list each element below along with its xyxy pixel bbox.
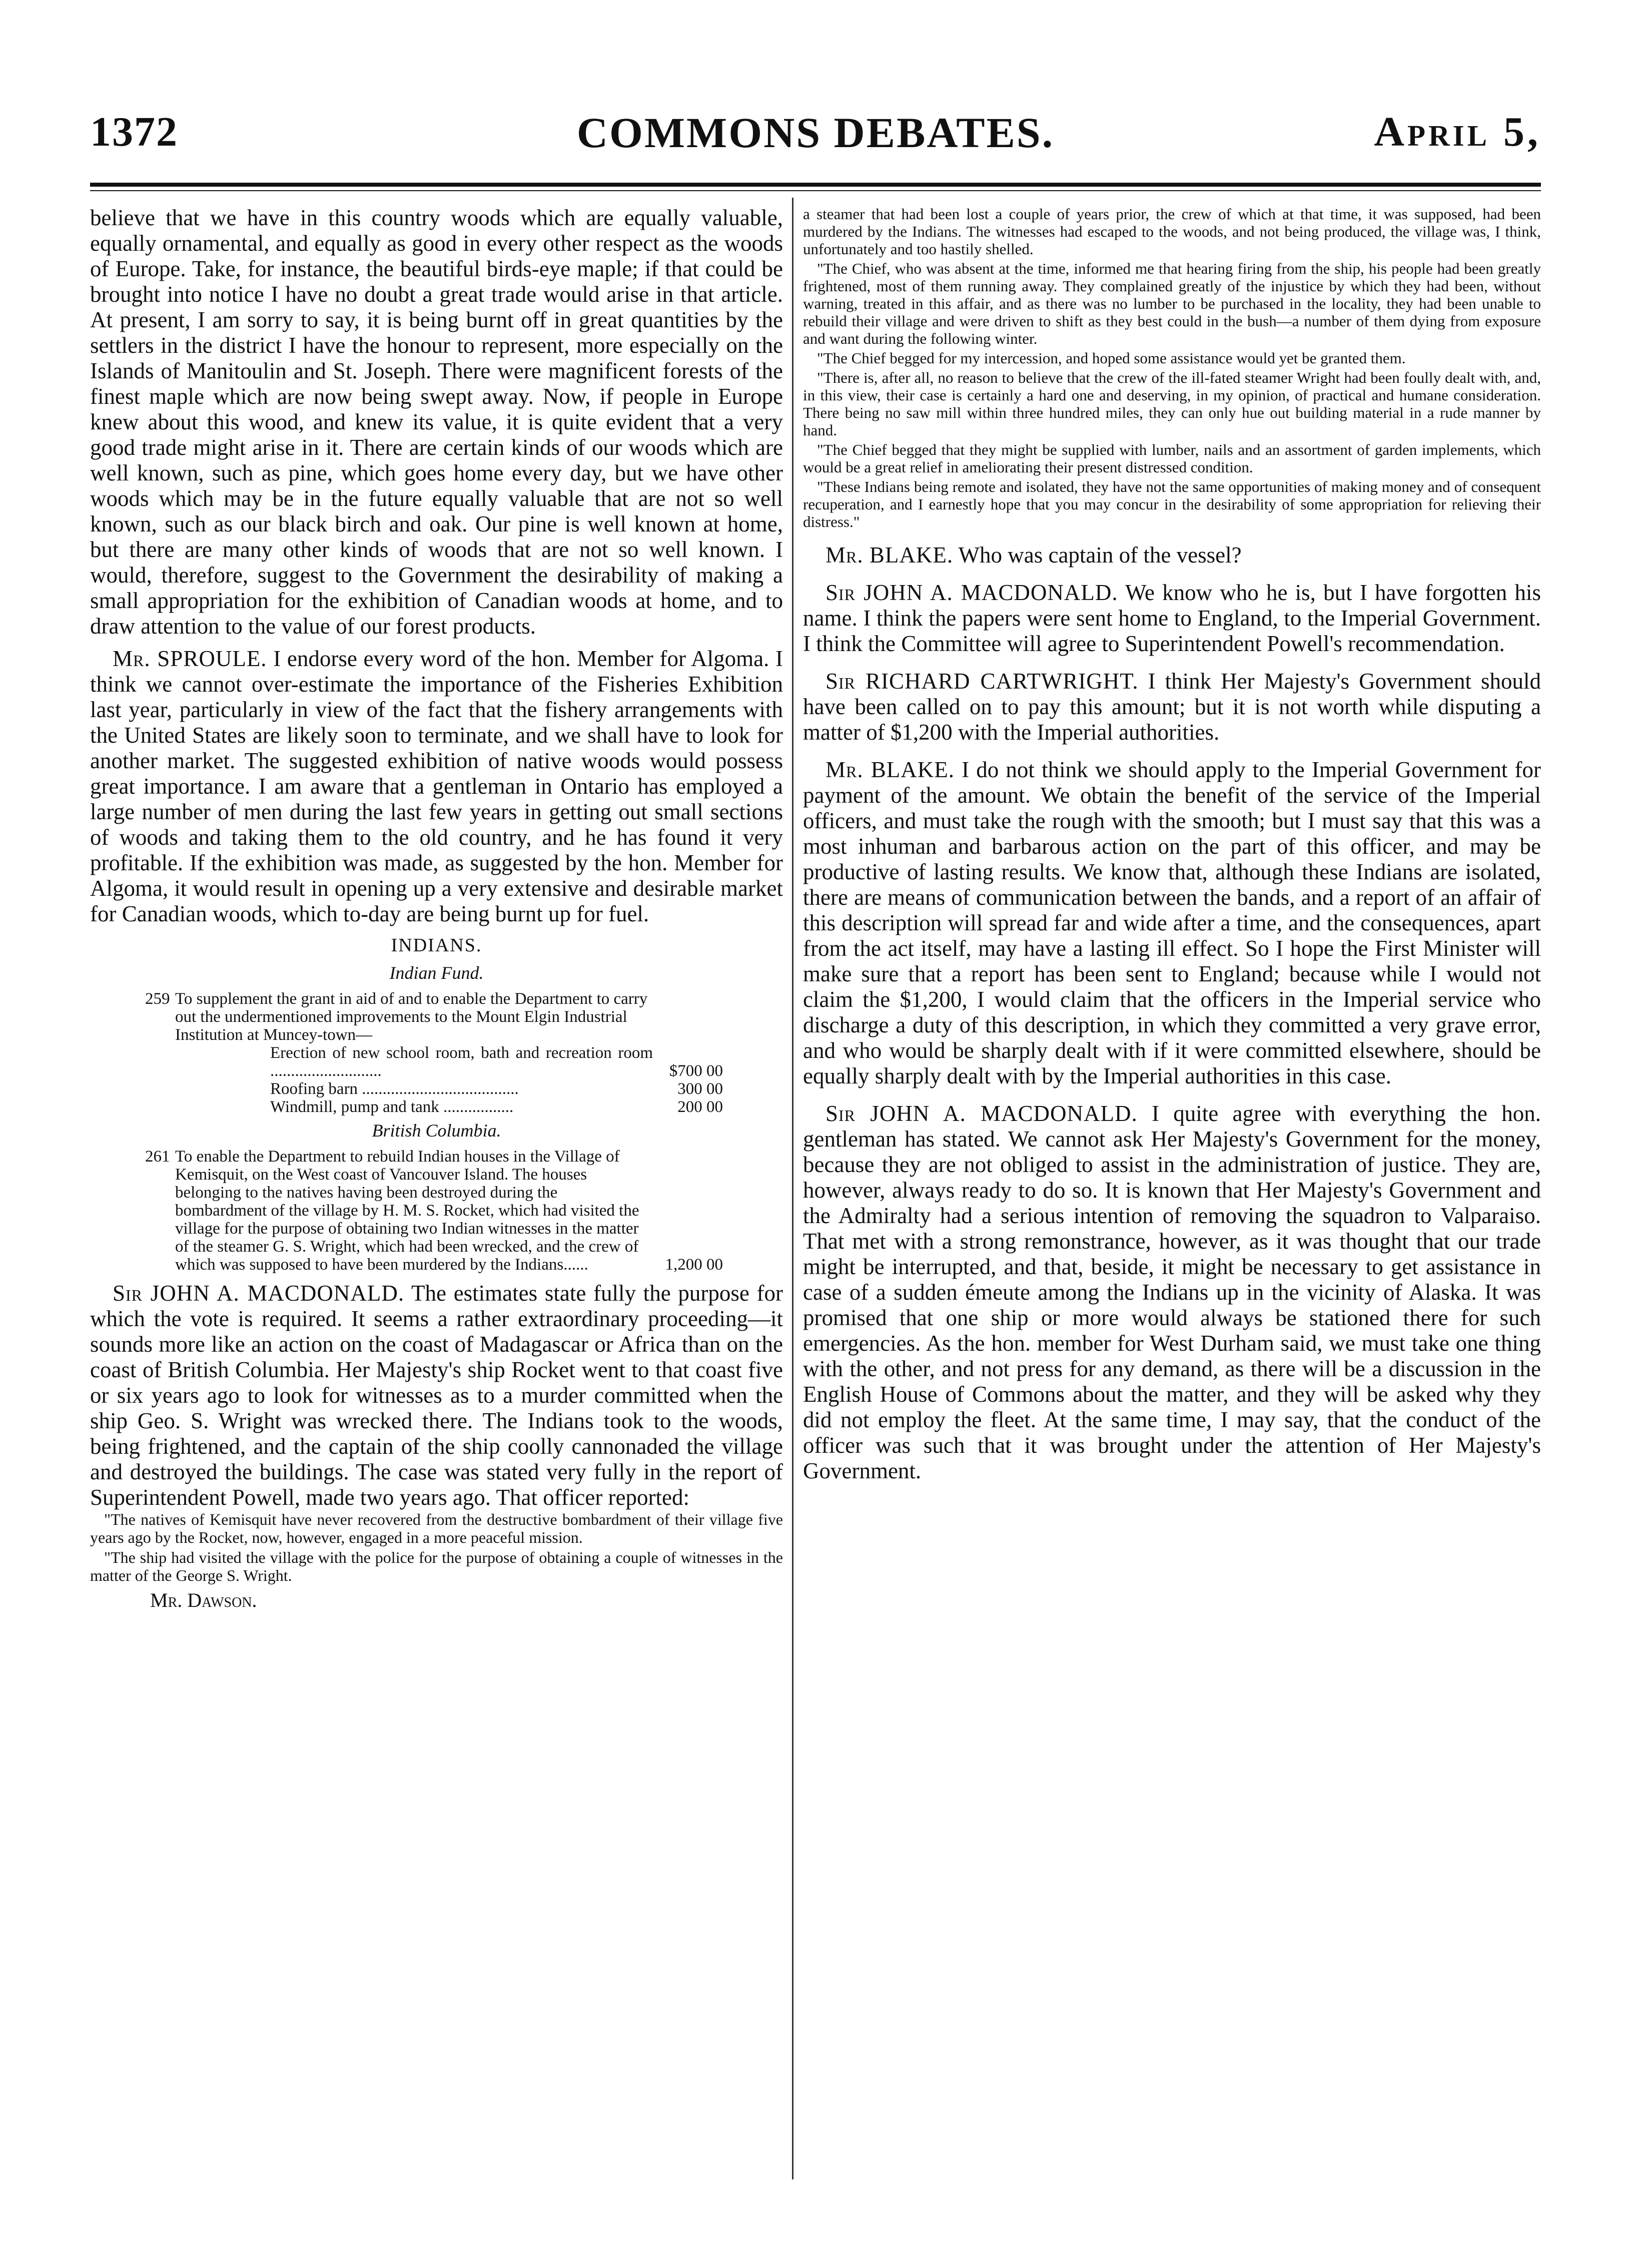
speaker-name: Sir JOHN A. MACDONALD. (113, 1281, 405, 1306)
quoted-report: a steamer that had been lost a couple of years prior, the crew of which at that time, it was supposed, had been murdered by the Indians. The witnesses had escaped to the woods, and not being produced, the village was, I think, unfortunately and too hastily shelled. (803, 205, 1541, 258)
estimate-row (90, 1148, 783, 1274)
header-rule-thin (90, 190, 1541, 191)
running-head (90, 108, 1541, 168)
estimate-amount: $700 00 (669, 1062, 723, 1080)
quoted-report: "The Chief begged that they might be supplied with lumber, nails and an assortment of garden implements, which would be a great relief in ameliorating their present distressed condition. (803, 441, 1541, 476)
estimate-subitem-text: Roofing barn ...................................... (270, 1080, 519, 1098)
estimate-subitem (90, 1044, 783, 1080)
quoted-report: "The ship had visited the village with the police for the purpose of obtaining a couple of witnesses in the matter of the George S. Wright. (90, 1548, 783, 1584)
page-date: April 5, (1374, 109, 1541, 155)
estimate-number: 261 (145, 1148, 170, 1166)
speaker-name: Mr. SPROULE. (113, 646, 267, 671)
quoted-report: "The Chief, who was absent at the time, informed me that hearing firing from the ship, his people had been greatly frightened, most of them running away. They complained greatly of the injustice by which they had been, without warning, treated in this affair, and as there was no lumber to be purchased in the locality, they had been unable to rebuild their village and were driven to shift as they best could in the bush—a number of them dying from exposure and want during the following winter. (803, 260, 1541, 347)
section-heading-indians: INDIANS. (391, 935, 482, 956)
estimate-subitem (90, 1080, 783, 1098)
speech-text: I quite agree with everything the hon. gentleman has stated. We cannot ask Her Majesty's Government for the money, because they are not obliged to assist in the administration of justice. They are, however, always ready to do so. It is known that Her Majesty's Government and the Admiralty had a serious intention of removing the squadron to Valparaiso. That met with a strong remonstrance, however, as it was thought that our trade might be interrupted, and that, beside, it might be necessary to get assistance in case of a sudden émeute among the Indians up in the vicinity of Alaska. It was promised that one ship or more would always be stationed there for such emergencies. As the hon. member for West Durham said, we must take one thing with the other, and not press for any demand, as there will be a discussion in the English House of Commons about the matter, and they will be asked why they did not employ the fleet. At the same time, I may say, that the conduct of the officer was such that it was brought under the attention of Her Majesty's Government. (803, 1101, 1541, 1483)
speech-blake-1 (803, 542, 1541, 568)
speech-macdonald-2 (803, 580, 1541, 657)
estimate-subitem-text: Erection of new school room, bath and recreation room ........................... (270, 1044, 653, 1080)
right-column (803, 205, 1541, 1484)
speech-text: I think Her Majesty's Government should have been called on to pay this amount; but it is not worth while disputing a matter of $1,200 with the Imperial authorities. (803, 669, 1541, 745)
speech-macdonald-3 (803, 1101, 1541, 1484)
left-column (90, 205, 783, 1613)
estimate-subitem (90, 1098, 783, 1116)
speech-text: Who was captain of the vessel? (958, 542, 1242, 568)
page-signature: Mr. Dawson. (150, 1589, 257, 1611)
estimate-row (90, 990, 783, 1044)
speaker-name: Mr. BLAKE. (825, 542, 954, 568)
speech-sproule (90, 646, 783, 927)
quoted-report: "The natives of Kemisquit have never recovered from the destructive bombardment of their village five years ago by the Rocket, now, however, engaged in a more peaceful mission. (90, 1510, 783, 1546)
estimate-amount: 300 00 (677, 1080, 723, 1098)
estimate-amount: 1,200 00 (665, 1256, 723, 1274)
quoted-report: "The Chief begged for my intercession, and hoped some assistance would yet be granted them. (817, 349, 1406, 367)
estimate-item-261 (90, 1148, 783, 1274)
speech-macdonald-1 (90, 1281, 783, 1510)
estimate-description: To supplement the grant in aid of and to enable the Department to carry out the undermentioned improvements to the Mount Elgin Industrial Institution at Muncey-town— (175, 990, 648, 1044)
speech-blake-2 (803, 757, 1541, 1089)
journal-title: COMMONS DEBATES. (576, 109, 1055, 157)
speech-text: We know who he is, but I have forgotten his name. I think the papers were sent home to England, to the Imperial Government. I think the Committee will agree to Superintendent Powell's recommendation. (803, 580, 1541, 656)
estimate-amount: 200 00 (677, 1098, 723, 1116)
estimate-description: To enable the Department to rebuild Indian houses in the Village of Kemisquit, on the West coast of Vancouver Island. The houses belonging to the natives having been destroyed during the bombardment of the village by H. M. S. Rocket, which had visited the village for the purpose of obtaining two Indian witnesses in the matter of the steamer G. S. Wright, which had been wrecked, and the crew of which was supposed to have been murdered by the Indians...... (175, 1148, 639, 1274)
speech-text: I do not think we should apply to the Imperial Government for payment of the amount. We obtain the benefit of the service of the Imperial officers, and must take the rough with the smooth; but I must say that this was a most inhuman and barbarous action on the part of this officer, and may be productive of lasting results. We know that, although these Indians are isolated, there are means of communication between the bands, and a report of an affair of this description will spread far and wide after a time, and the consequences, apart from the act itself, may have a lasting ill effect. So I hope the First Minister will make sure that a report has been sent to England; because while I would not claim the $1,200, I would claim that the officers in the Imperial service who discharge a duty of this description, in which they committed a very grave error, and who would be sharply dealt with if it were committed elsewhere, should be equally sharply dealt with by the Imperial authorities in this case. (803, 757, 1541, 1088)
speaker-name: Sir JOHN A. MACDONALD. (825, 580, 1118, 605)
speech-text: I endorse every word of the hon. Member for Algoma. I think we cannot over-estimate the importance of the Fisheries Exhibition last year, particularly in view of the fact that the fishery arrangements with the United States are likely soon to terminate, and we shall have to look for another market. The suggested exhibition of native woods would possess great importance. I am aware that a gentleman in Ontario has employed a large number of men during the last few years in getting out small sections of woods and taking them to the old country, and he has found it very profitable. If the exhibition was made, as suggested by the hon. Member for Algoma, it would result in opening up a very extensive and desirable market for Canadian woods, which to-day are being burnt up for fuel. (90, 646, 783, 926)
quoted-report: "There is, after all, no reason to believe that the crew of the ill-fated steamer Wright had been foully dealt with, and, in this view, their case is certainly a hard one and deserving, in my opinion, of practical and humane consideration. There being no saw mill within three hundred miles, they can only hue out building material in a rude manner by hand. (803, 369, 1541, 439)
column-divider (792, 198, 793, 2179)
estimate-number: 259 (145, 990, 170, 1008)
speech-text: The estimates state fully the purpose for which the vote is required. It seems a rather extraordinary proceeding—it sounds more like an action on the coast of Madagascar or Africa than on the coast of British Columbia. Her Majesty's ship Rocket went to that coast five or six years ago to look for witnesses as to a murder committed when the ship Geo. S. Wright was wrecked there. The Indians took to the woods, being frightened, and the captain of the ship coolly cannonaded the village and destroyed the buildings. The case was stated very fully in the report of Superintendent Powell, made two years ago. That officer reported: (90, 1281, 783, 1510)
sub-heading-british-columbia: British Columbia. (372, 1120, 501, 1141)
estimate-item-259 (90, 990, 783, 1116)
header-rule (90, 183, 1541, 187)
paragraph-forest-woods: believe that we have in this country woods which are equally valuable, equally ornamental, and equally as good in every other respect as the woods of Europe. Take, for instance, the beautiful birds-eye maple; if that could be brought into notice I have no doubt a great trade would arise in that article. At present, I am sorry to say, it is being burnt off in great quantities by the settlers in the district I have the honour to represent, more especially on the Islands of Manitoulin and St. Joseph. There were magnificent forests of the finest maple which are now being swept away. Now, if people in Europe knew about this wood, and knew its value, it is quite evident that a very good trade might arise in it. There are certain kinds of our woods which are well known, such as pine, which goes home every day, but we have other woods which may be in the future equally valuable that are not so well known, such as our black birch and oak. Our pine is well known at home, but there are many other kinds of woods that are not so well known. I would, therefore, suggest to the Government the desirability of making a small appropriation for the exhibition of Canadian woods at home, and to draw attention to the value of our forest products. (90, 205, 783, 639)
speaker-name: Sir JOHN A. MACDONALD. (825, 1101, 1138, 1126)
estimate-subitem-text: Windmill, pump and tank ................. (270, 1098, 514, 1116)
quoted-report: "These Indians being remote and isolated, they have not the same opportunities of making money and of consequent recuperation, and I earnestly hope that you may concur in the desirability of some appropriation for relieving their distress." (803, 478, 1541, 530)
speaker-name: Sir RICHARD CARTWRIGHT. (825, 669, 1139, 694)
sub-heading-indian-fund: Indian Fund. (389, 963, 484, 983)
page-number: 1372 (90, 109, 178, 155)
speaker-name: Mr. BLAKE. (825, 757, 955, 782)
speech-cartwright (803, 669, 1541, 745)
